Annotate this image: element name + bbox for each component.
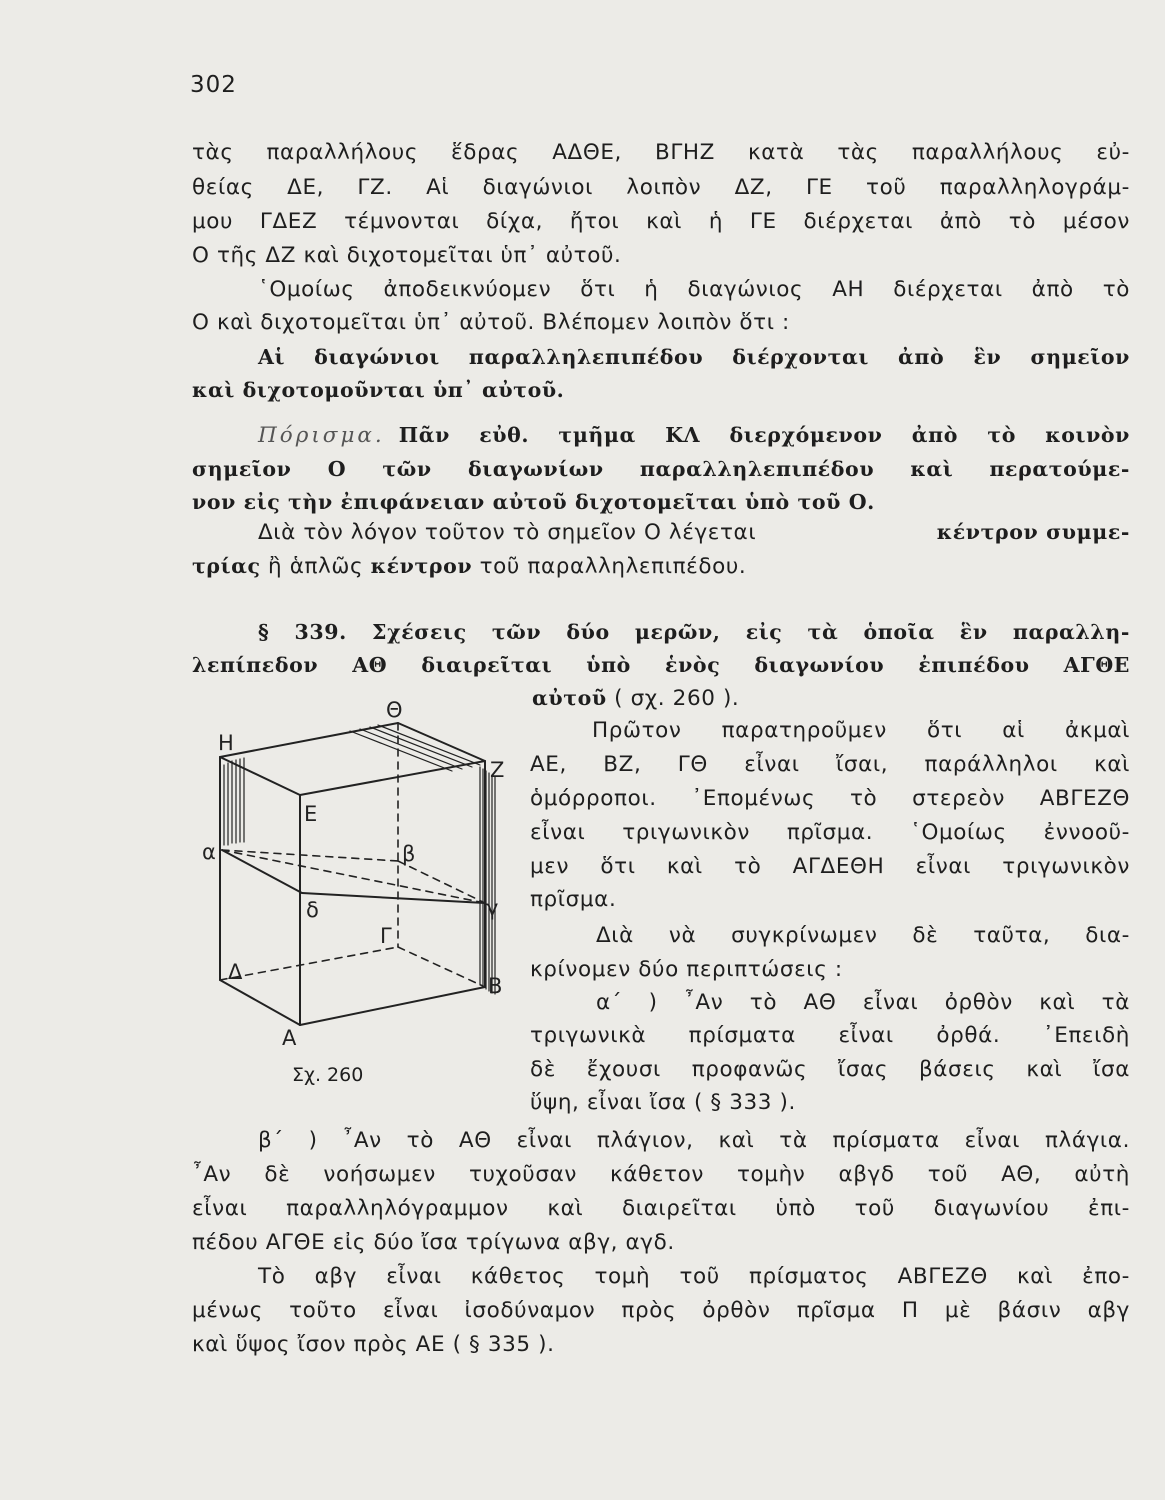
label-E: Ε [304,802,318,826]
text-line: Διὰ νὰ συγκρίνωμεν δὲ ταῦτα, δια- [596,923,1130,948]
text-line: πρῖσμα. [530,887,617,912]
text-line: θείας ΔΕ, ΓΖ. Αἱ διαγώνιοι λοιπὸν ΔΖ, ΓΕ τοῦ παραλληλογράμ- [192,175,1130,200]
label-Theta: Θ [386,698,403,722]
figure-ref: ( σχ. 260 ). [614,686,740,711]
text-line: πέδου ΑΓΘΕ εἰς δύο ἴσα τρίγωνα αβγ, αγδ. [192,1230,675,1255]
text-line: μένως τοῦτο εἶναι ἰσοδύναμον πρὸς ὀρθὸν πρῖσμα Π μὲ βάσιν αβγ [192,1298,1130,1323]
label-Delta: Δ [228,960,243,984]
term-bold: κέντρον συμμε- [936,520,1130,544]
heading-end: αὐτοῦ [532,686,607,710]
term-bold: τρίας [192,554,261,578]
text-line: Τὸ αβγ εἶναι κάθετος τομὴ τοῦ πρίσματος ΑΒΓΕΖΘ καὶ ἐπο- [258,1264,1130,1289]
text-line: ὕψη, εἶναι ἴσα ( § 333 ). [530,1090,796,1115]
text-line [192,554,746,579]
page-number: 302 [190,72,237,98]
text-line: τὰς παραλλήλους ἕδρας ΑΔΘΕ, ΒΓΗΖ κατὰ τὰς παραλλήλους εὐ- [192,140,1130,165]
section-heading: § 339. Σχέσεις τῶν δύο μερῶν, εἰς τὰ ὁποῖα ἓν παραλλη- [258,620,1130,644]
text-line: εἶναι παραλληλόγραμμον καὶ διαιρεῖται ὑπὸ τοῦ διαγωνίου ἐπι- [192,1196,1130,1221]
label-beta: β [402,842,416,866]
section-heading: λεπίπεδον ΑΘ διαιρεῖται ὑπὸ ἑνὸς διαγωνίου ἐπιπέδου ΑΓΘΕ [192,653,1130,677]
text-line: ΑΕ, ΒΖ, ΓΘ εἶναι ἴσαι, παράλληλοι καὶ [530,752,1130,777]
theorem-line: Αἱ διαγώνιοι παραλληλεπιπέδου διέρχονται ἀπὸ ἓν σημεῖον [258,345,1130,369]
figure-caption: Σχ. 260 [292,1064,364,1086]
text-line: Ο καὶ διχοτομεῖται ὑπ᾽ αὐτοῦ. Βλέπομεν λοιπὸν ὅτι : [192,310,790,335]
term-bold: κέντρον [370,554,473,578]
label-gamma: γ [486,896,499,920]
text-line: α΄ ) ῏Αν τὸ ΑΘ εἶναι ὀρθὸν καὶ τὰ [596,990,1130,1015]
corollary-line: νον εἰς τὴν ἐπιφάνειαν αὐτοῦ διχοτομεῖται ὑπὸ τοῦ Ο. [192,490,875,514]
text-line: κρίνομεν δύο περιπτώσεις : [530,957,843,982]
text-fragment: Διὰ τὸν λόγον τοῦτον τὸ σημεῖον Ο λέγεται [258,520,757,545]
text-line: ῾Ομοίως ἀποδεικνύομεν ὅτι ἡ διαγώνιος ΑΗ διέρχεται ἀπὸ τὸ [258,277,1130,302]
corollary-label: Πόρισμα. [258,423,385,448]
text-line: ὁμόρροποι. ᾽Επομένως τὸ στερεὸν ΑΒΓΕΖΘ [530,786,1130,811]
corollary-line [258,423,1130,448]
hatching [224,725,495,994]
text-line: β΄ ) ῏Αν τὸ ΑΘ εἶναι πλάγιον, καὶ τὰ πρίσματα εἶναι πλάγια. [258,1128,1130,1153]
text-line [258,520,1130,545]
label-Gamma: Γ [380,924,392,948]
parallelepiped-figure [202,695,520,1055]
label-H: Η [218,731,234,755]
text-line: τριγωνικὰ πρίσματα εἶναι ὀρθά. ᾽Επειδὴ [530,1023,1130,1048]
text-line: ῏Αν δὲ νοήσωμεν τυχοῦσαν κάθετον τομὴν αβγδ τοῦ ΑΘ, αὐτὴ [192,1162,1130,1187]
label-Z: Ζ [490,758,505,782]
text-line: καὶ ὕψος ἴσον πρὸς ΑΕ ( § 335 ). [192,1332,555,1357]
text-fragment: τοῦ παραλληλεπιπέδου. [479,554,747,579]
text-fragment: ἢ ἁπλῶς [268,554,364,579]
text-line: δὲ ἔχουσι προφανῶς ἴσας βάσεις καὶ ἴσα [530,1057,1130,1082]
label-alpha: α [202,840,216,864]
text-line: Πρῶτον παρατηροῦμεν ὅτι αἱ ἀκμαὶ [592,718,1130,743]
section-heading [532,686,739,711]
text-line: Ο τῆς ΔΖ καὶ διχοτομεῖται ὑπ᾽ αὐτοῦ. [192,243,622,268]
label-B: Β [488,974,503,998]
corollary-text: Πᾶν εὐθ. τμῆμα ΚΛ διερχόμενον ἀπὸ τὸ κοινὸν [398,423,1130,447]
theorem-line: καὶ διχοτομοῦνται ὑπ᾽ αὐτοῦ. [192,378,565,402]
label-A: Α [282,1026,297,1050]
text-line: μου ΓΔΕΖ τέμνονται δίχα, ἤτοι καὶ ἡ ΓΕ διέρχεται ἀπὸ τὸ μέσον [192,209,1130,234]
corollary-line: σημεῖον Ο τῶν διαγωνίων παραλληλεπιπέδου καὶ περατούμε- [192,457,1130,481]
label-delta: δ [306,898,319,922]
text-line: μεν ὅτι καὶ τὸ ΑΓΔΕΘΗ εἶναι τριγωνικὸν [530,854,1130,879]
text-line: εἶναι τριγωνικὸν πρῖσμα. ῾Ομοίως ἐννοοῦ- [530,820,1130,845]
